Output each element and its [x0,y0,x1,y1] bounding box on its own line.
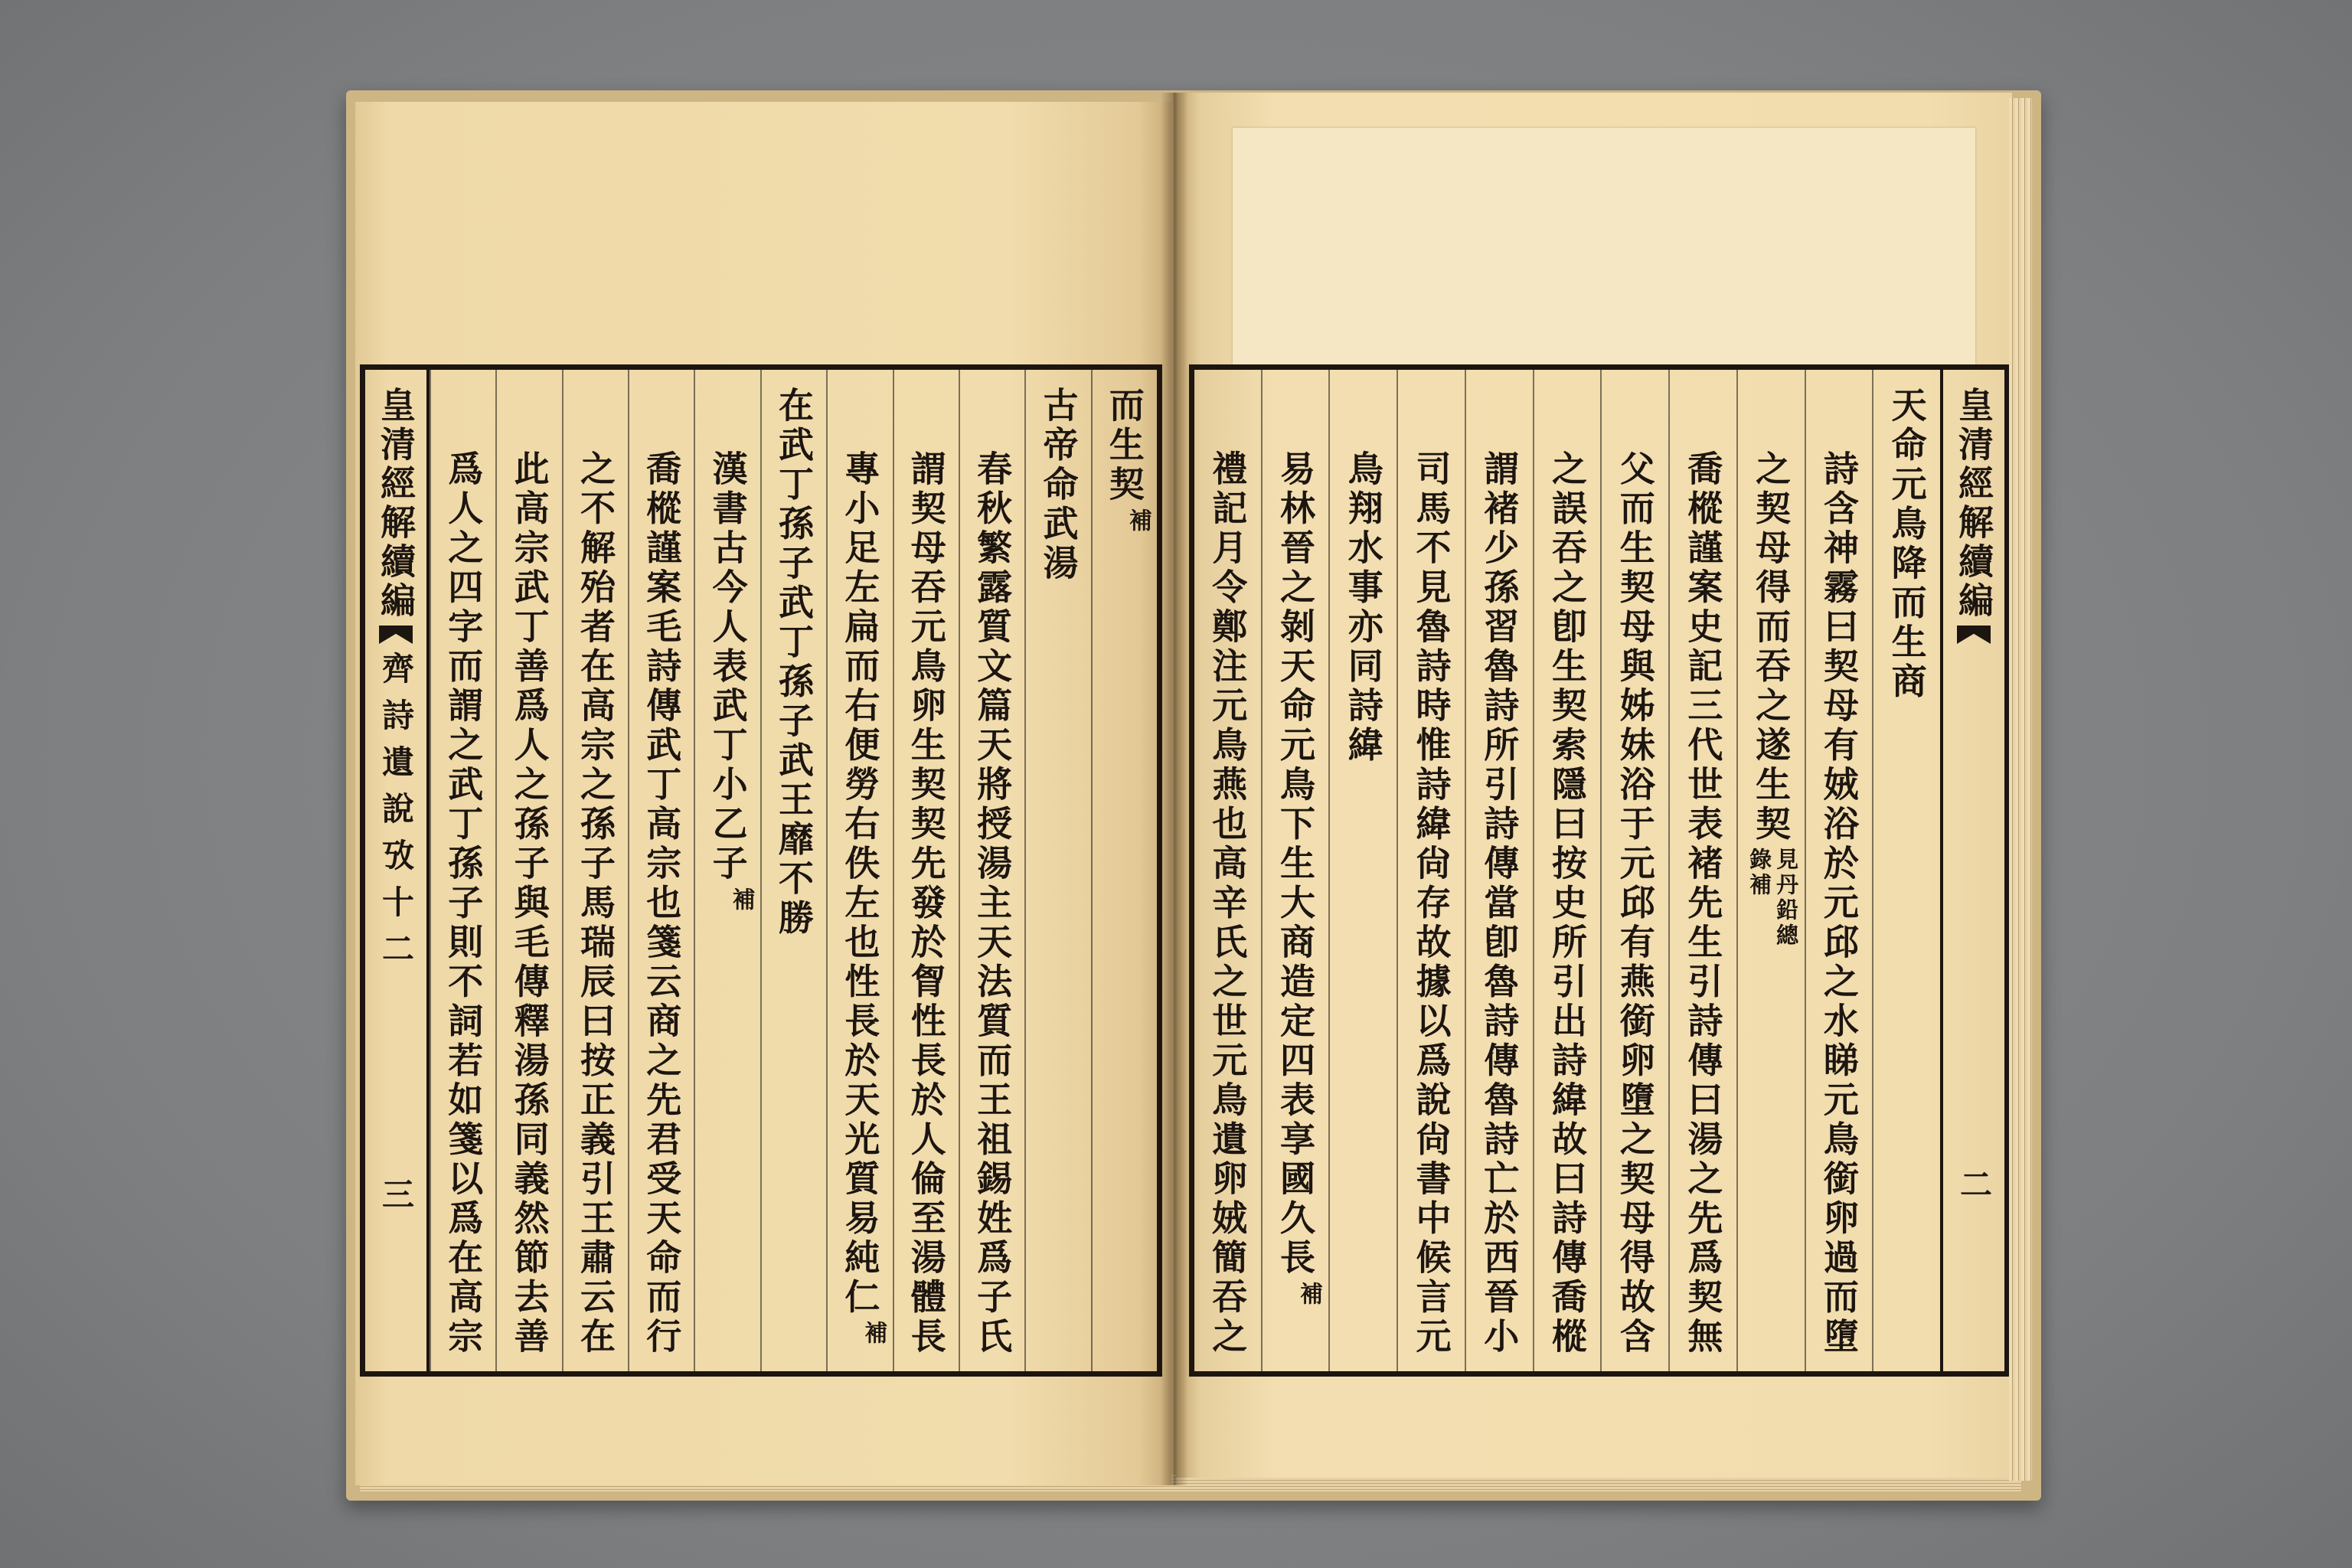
text-column [1091,370,1157,1371]
column-text: 易林晉之剝天命元鳥下生大商造定四表享國久長 [1275,450,1317,1279]
banxin-title: 皇清經解續編 [1953,387,1994,621]
column-text: 春秋繁露質文篇天將授湯主天法質而王祖錫姓爲子氏 [972,450,1014,1357]
column-text: 漢書古今人表武丁小乙子 [707,450,749,884]
center-gutter-shadow [1161,93,1188,1485]
column-text: 之不解殆者在高宗之孫子馬瑞辰曰按正義引王肅云在 [574,450,616,1357]
column-text: 在武丁孫子武丁孫子武王靡不勝 [773,387,815,939]
paper-repair-patch [1233,128,1975,367]
text-column [1024,370,1090,1371]
annotation-right-line: 見丹鉛總 [1773,848,1800,949]
page-number: 二 [1955,1168,1993,1200]
column-text: 古帝命武湯 [1037,387,1080,584]
text-column [430,370,495,1371]
text-column [1600,370,1668,1371]
column-text: 喬樅謹案史記三代世表褚先生引詩傳曰湯之先爲契無 [1682,450,1724,1357]
column-text: 之契母得而吞之遂生契 [1750,450,1792,844]
banxin-section: 齊詩遺說攷十二 [377,652,416,978]
text-column [760,370,826,1371]
column-text: 司馬不見魯詩時惟詩緯尙存故據以爲說尙書中候言元 [1410,450,1452,1357]
text-column [1805,370,1873,1371]
banxin-title: 皇清經解續編 [375,387,417,621]
text-column [1396,370,1465,1371]
annotation-left-line: 錄補 [1746,848,1773,898]
text-column [959,370,1024,1371]
banxin [1940,370,2004,1371]
column-text: 此高宗武丁善爲人之孫子與毛傳釋湯孫同義然節去善 [508,450,550,1357]
column-text: 天命元鳥降而生商 [1886,387,1928,702]
fishtail-mark [379,626,413,644]
text-column [826,370,892,1371]
column-text: 父而生契母與姊妹浴于元邱有燕銜卵墮之契母得故含 [1614,450,1656,1357]
column-text: 專小足左扁而右便勞右佚左也性長於天光質易純仁 [839,450,881,1318]
right-page [1176,93,2012,1478]
column-text: 禮記月令鄭注元鳥燕也高辛氏之世元鳥遺卵娀簡吞之 [1207,450,1249,1357]
column-text: 謂契母吞元鳥卵生契契先發於胷性長於人倫至湯體長 [905,450,947,1357]
annotation-note: 補 [860,1321,887,1344]
column-text: 而生契 [1103,387,1145,505]
text-column [1736,370,1805,1371]
page-number: 三 [377,1178,416,1210]
column-text: 謂褚少孫習魯詩所引詩傳當卽魯詩傳魯詩亡於西晉小 [1478,450,1521,1357]
left-page [355,102,1171,1485]
text-column [1872,370,1940,1371]
annotation-note: 補 [1124,508,1152,531]
annotation-note: 補 [727,887,755,910]
text-column [562,370,628,1371]
right-page-frame [1189,364,2010,1377]
annotation-note: 補 [1295,1281,1323,1305]
text-column [694,370,760,1371]
double-line-annotation [1746,848,1800,949]
text-column [893,370,959,1371]
text-column [495,370,561,1371]
column-text: 爲人之四字而謂之武丁孫子則不詞若如箋以爲在高宗 [443,450,485,1357]
banxin [365,370,430,1371]
text-column [628,370,694,1371]
text-column [1668,370,1736,1371]
text-column [1465,370,1533,1371]
column-text: 詩含神霧曰契母有娀浴於元邱之水睇元鳥銜卵過而墮 [1818,450,1860,1357]
page-edges [2009,98,2032,1481]
text-column [1533,370,1601,1371]
column-text: 鳥翔水事亦同詩緯 [1342,450,1384,766]
column-text: 喬樅謹案毛詩傳武丁高宗也箋云商之先君受天命而行 [641,450,683,1357]
text-column [1328,370,1396,1371]
text-column [1261,370,1329,1371]
fishtail-mark [1957,626,1991,644]
text-column [1194,370,1261,1371]
left-page-frame [360,364,1162,1377]
column-text: 之誤吞之卽生契索隱曰按史所引出詩緯故曰詩傳喬樅 [1546,450,1588,1357]
